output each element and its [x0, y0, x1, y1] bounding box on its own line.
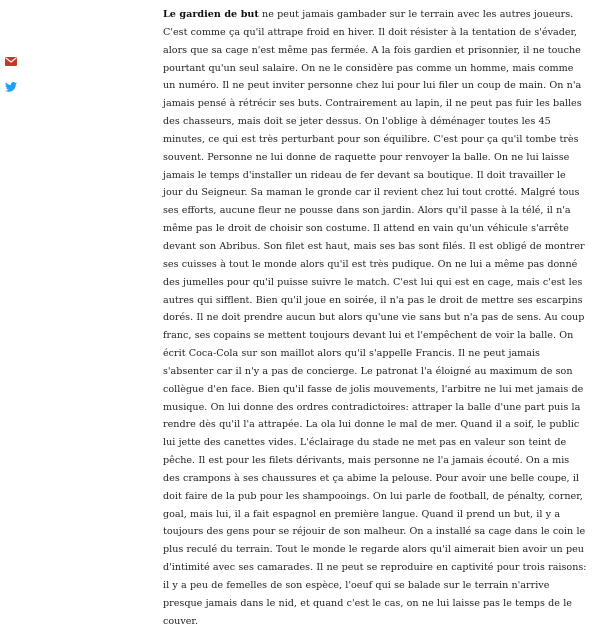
article-lead: Le gardien de but: [163, 9, 259, 20]
share-bar: [0, 52, 22, 96]
twitter-bird-icon: [5, 82, 17, 92]
article-body: ne peut jamais gambader sur le terrain avec les autres joueurs. C'est comme ça qu'il attrape froid en hiver. Il doit résister à la tentation de s'évader, alors que sa cage n'est même pas fermée. A la fois gardien et prisonnier, il ne touche pourtant qu'un seul salaire. On ne le considère pas comme un homme, mais comme un numéro. Il ne peut inviter personne chez lui pour lui filer un coup de main. On n'a jamais pensé à rétrécir ses buts. Contrairement au lapin, il ne peut pas fuir les balles des chasseurs, mais doit se jeter dessus. On l'oblige à déménager toutes les 45 minutes, ce qui est très perturbant pour son équilibre. C'est pour ça qu'il tombe très souvent. Personne ne lui donne de raquette pour renvoyer la balle. On ne lui laisse jamais le temps d'installer un rideau de fer devant sa boutique. Il doit travailler le jour du Seigneur. Sa maman le gronde car il revient chez lui tout crotté. Malgré tous ses efforts, aucune fleur ne pousse dans son jardin. Alors qu'il passe à la télé, il n'a même pas le droit de choisir son costume. Il attend en vain qu'un véhicule s'arrête devant son Abribus. Son filet est haut, mais ses bas sont filés. Il est obligé de montrer ses cuisses à tout le monde alors qu'il est très pudique. On ne lui a même pas donné des jumelles pour qu'il puisse suivre le match. C'est lui qui est en cage, mais c'est les autres qui sifflent. Bien qu'il joue en soirée, il n'a pas le droit de mettre ses escarpins dorés. Il ne doit prendre aucun but alors qu'une vie sans but n'a pas de sens. Au coup franc, ses copains se mettent toujours devant lui et l'empêchent de voir la balle. On écrit Coca-Cola sur son maillot alors qu'il s'appelle Francis. Il ne peut jamais s'absenter car il n'y a pas de concierge. Le patronat l'a éloigné au maximum de son collègue d'en face. Bien qu'il fasse de jolis mouvements, l'arbitre ne lui met jamais de musique. On lui donne des ordres contradictoires: attraper la balle d'une part puis la rendre dès qu'il l'a attrapée. La ola lui donne le mal de mer. Quand il a soif, le public lui jette des canettes vides. L'éclairage du stade ne met pas en valeur son teint de pêche. Il est pour les filets dérivants, mais personne ne l'a jamais écouté. On a mis des crampons à ses chaussures et ça abime la pelouse. Pour avoir une belle coupe, il doit faire de la pub pour les shampooings. On lui parle de football, de pénalty, corner, goal, mais lui, il a fait espagnol en première langue. Quand il prend un but, il y a toujours des gens pour se réjouir de son malheur. On a installé sa cage dans le coin le plus reculé du terrain. Tout le monde le regarde alors qu'il aimerait bien avoir un peu d'intimité avec ses camarades. Il ne peut se reproduire en captivité pour trois raisons: il y a peu de femelles de son espèce, l'oeuf qui se balade sur le terrain n'arrive presque jamais dans le nid, et quand c'est le cas, on ne lui laisse pas le temps de le couver.: [163, 9, 587, 627]
email-share-button[interactable]: [0, 52, 22, 70]
article-paragraph: [163, 6, 588, 631]
envelope-icon: [5, 57, 17, 66]
twitter-share-button[interactable]: [0, 78, 22, 96]
